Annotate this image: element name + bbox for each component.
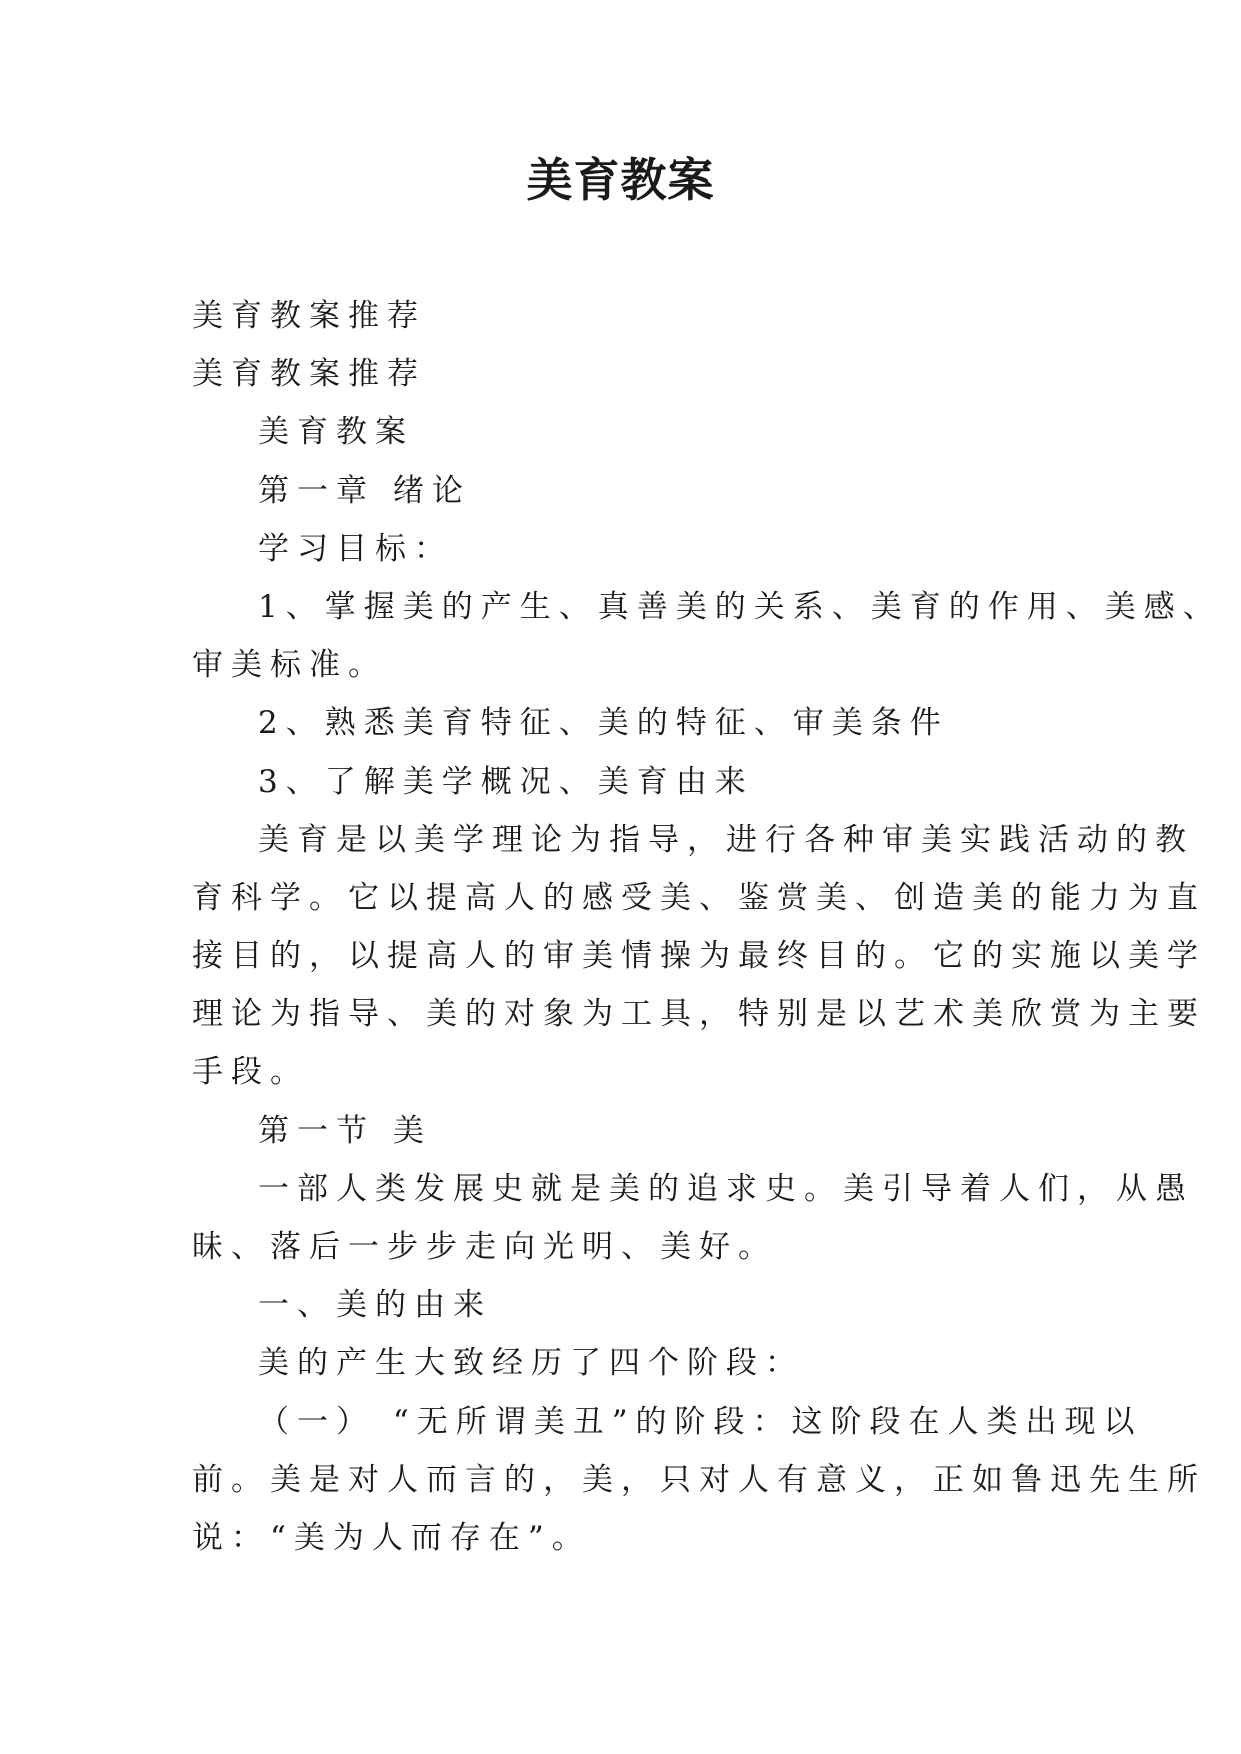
text-line: 一、美的由来 (258, 1287, 492, 1324)
document-title: 美育教案 (526, 153, 715, 207)
text-line: 第一章 绪论 (258, 472, 471, 509)
text-line: 1、掌握美的产生、真善美的关系、美育的作用、美感、 (258, 588, 1222, 625)
text-line: 理论为指导、美的对象为工具，特别是以艺术美欣赏为主要 (192, 996, 1206, 1033)
text-line: 美育是以美学理论为指导，进行各种审美实践活动的教 (258, 821, 1194, 858)
text-line: 育科学。它以提高人的感受美、鉴赏美、创造美的能力为直 (192, 879, 1206, 916)
text-line: 手段。 (192, 1054, 309, 1091)
text-line: 2、熟悉美育特征、美的特征、审美条件 (258, 705, 949, 742)
text-line: 美育教案推荐 (192, 356, 426, 393)
text-line: 昧、落后一步步走向光明、美好。 (192, 1229, 777, 1265)
text-line: 审美标准。 (192, 647, 387, 684)
text-line: 3、了解美学概况、美育由来 (258, 763, 754, 800)
text-line: 美育教案推荐 (192, 298, 426, 334)
text-line: 第一节 美 (258, 1112, 432, 1149)
text-line: 学习目标： (258, 530, 453, 567)
document-body (192, 287, 1222, 1567)
text-line: （一） “无所谓美丑”的阶段：这阶段在人类出现以 (258, 1403, 1143, 1440)
text-line: 说：“美为人而存在”。 (192, 1519, 591, 1556)
text-line: 接目的，以提高人的审美情操为最终目的。它的实施以美学 (192, 938, 1206, 975)
text-line: 前。美是对人而言的，美，只对人有意义，正如鲁迅先生所 (192, 1461, 1206, 1498)
text-line: 美的产生大致经历了四个阶段： (258, 1345, 804, 1382)
text-line: 美育教案 (258, 414, 414, 451)
text-line: 一部人类发展史就是美的追求史。美引导着人们，从愚 (258, 1170, 1194, 1207)
